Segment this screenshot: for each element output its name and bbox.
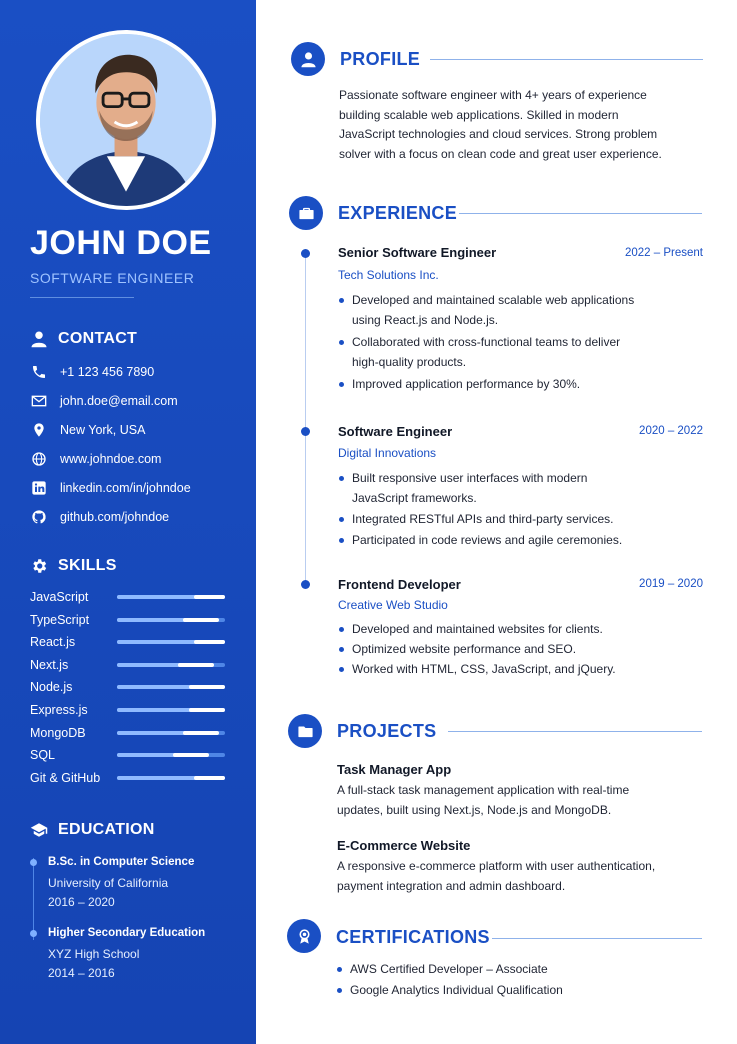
person-role: SOFTWARE ENGINEER [30, 270, 195, 286]
skill-name: SQL [30, 748, 56, 763]
education-heading: EDUCATION [30, 821, 155, 839]
education-dot [30, 930, 37, 937]
skill-name: React.js [30, 635, 76, 650]
skill-level-marker [183, 731, 219, 735]
projects-heading: PROJECTS [337, 721, 437, 741]
skill-level-bar [117, 618, 225, 622]
timeline-dot [301, 580, 310, 589]
project-description: A full-stack task management application with real-time updates, built using Next.js, Node.js and MongoDB. [337, 783, 630, 817]
skill-name: TypeScript [30, 612, 90, 627]
user-icon [30, 330, 48, 348]
skill-level-bar [117, 663, 225, 667]
folder-icon [297, 723, 314, 740]
job-date: 2020 – 2022 [639, 425, 703, 437]
education-years: 2014 – 2016 [48, 966, 115, 980]
graduation-cap-icon [30, 821, 48, 839]
job-bullet: Optimized website performance and SEO. [338, 640, 668, 660]
job-bullet: Integrated RESTful APIs and third-party services. [338, 510, 668, 530]
skill-level-marker [194, 776, 225, 780]
skill-name: Next.js [30, 657, 69, 672]
job-bullet: Developed and maintained websites for clients. [338, 620, 668, 640]
contact-phone[interactable]: +1 123 456 7890 [30, 363, 154, 380]
skill-level-marker [173, 753, 209, 757]
contact-email[interactable]: john.doe@email.com [30, 392, 178, 409]
skill-level-marker [178, 663, 214, 667]
contact-linkedin[interactable]: linkedin.com/in/johndoe [30, 479, 191, 496]
skill-row [30, 612, 226, 628]
job-company: Tech Solutions Inc. [338, 268, 439, 282]
skill-row [30, 589, 226, 605]
skill-level-bar [117, 776, 225, 780]
certification-item: Google Analytics Individual Qualification [336, 981, 666, 1001]
job-bullet: Developed and maintained scalable web applications using React.js and Node.js. [338, 291, 668, 330]
certification-item: AWS Certified Developer – Associate [336, 960, 666, 980]
timeline-dot [301, 427, 310, 436]
certifications-heading: CERTIFICATIONS [336, 927, 490, 947]
experience-heading: EXPERIENCE [338, 203, 458, 223]
skill-name: Node.js [30, 680, 73, 695]
education-school: XYZ High School [48, 947, 140, 961]
github-icon [30, 508, 47, 525]
contact-website[interactable]: www.johndoe.com [30, 450, 161, 467]
skill-level-marker [183, 618, 219, 622]
job-title: Senior Software Engineer [338, 245, 497, 260]
skill-level-marker [194, 595, 225, 599]
skill-row [30, 725, 226, 741]
job-bullet: Built responsive user interfaces with modern JavaScript frameworks. [338, 469, 668, 508]
job-company: Digital Innovations [338, 446, 437, 460]
job-date: 2022 – Present [624, 247, 703, 259]
contact-heading: CONTACT [30, 330, 137, 348]
skill-row [30, 702, 226, 718]
skill-name: JavaScript [30, 590, 89, 604]
skill-level-bar [117, 708, 225, 712]
skill-name: Express.js [30, 703, 88, 717]
phone-icon [30, 363, 47, 380]
education-degree: Higher Secondary Education [48, 927, 206, 939]
skill-name: MongoDB [30, 725, 86, 740]
skill-level-marker [189, 685, 225, 689]
email-icon [30, 392, 47, 409]
person-name: JOHN DOE [30, 224, 212, 262]
skills-heading: SKILLS [30, 557, 117, 575]
job-date: 2019 – 2020 [639, 578, 703, 590]
divider [30, 297, 134, 298]
job-bullet: Participated in code reviews and agile ceremonies. [338, 531, 668, 551]
skill-level-bar [117, 731, 225, 735]
job-title: Frontend Developer [338, 577, 461, 592]
skill-level-bar [117, 753, 225, 757]
education-dot [30, 859, 37, 866]
projects-section-icon [288, 714, 322, 748]
location-icon [30, 421, 47, 438]
timeline-dot [301, 249, 310, 258]
experience-timeline [305, 254, 306, 586]
award-icon [296, 928, 313, 945]
job-bullet: Worked with HTML, CSS, JavaScript, and jQuery. [338, 660, 668, 680]
skill-level-bar [117, 595, 225, 599]
skill-row [30, 679, 226, 695]
profile-summary: Passionate software engineer with 4+ years of experience building scalable web applications. Skilled in modern JavaScript technologies and cloud services. Strong problem solver with a focus on clean code and great user experience. [339, 88, 662, 161]
contact-location: New York, USA [30, 421, 145, 438]
education-degree: B.Sc. in Computer Science [48, 856, 195, 868]
project-title: E-Commerce Website [337, 838, 471, 853]
skill-row [30, 634, 226, 650]
skill-level-marker [194, 640, 225, 644]
education-school: University of California [48, 876, 169, 890]
job-company: Creative Web Studio [338, 598, 448, 612]
contact-github[interactable]: github.com/johndoe [30, 508, 169, 525]
profile-section-icon [291, 42, 325, 76]
skill-row [30, 657, 226, 673]
profile-heading: PROFILE [340, 49, 421, 69]
experience-section-icon [289, 196, 323, 230]
briefcase-icon [298, 205, 315, 222]
globe-icon [30, 450, 47, 467]
sidebar [0, 0, 256, 1044]
education-years: 2016 – 2020 [48, 895, 115, 909]
job-bullet: Collaborated with cross-functional teams to deliver high-quality products. [338, 333, 668, 372]
skill-name: Git & GitHub [30, 770, 101, 785]
user-icon [300, 51, 317, 68]
education-timeline [33, 858, 34, 940]
divider [430, 59, 703, 60]
skill-level-marker [189, 708, 225, 712]
skill-row [30, 747, 226, 763]
linkedin-icon [30, 479, 47, 496]
job-bullet: Improved application performance by 30%. [338, 375, 668, 395]
certifications-section-icon [287, 919, 321, 953]
project-title: Task Manager App [337, 762, 452, 777]
skill-level-bar [117, 640, 225, 644]
gear-icon [30, 557, 48, 575]
divider [448, 731, 702, 732]
skill-level-bar [117, 685, 225, 689]
divider [459, 213, 702, 214]
profile-photo [36, 30, 216, 210]
divider [492, 938, 702, 939]
skill-row [30, 770, 226, 786]
job-title: Software Engineer [338, 424, 453, 439]
project-description: A responsive e-commerce platform with user authentication, payment integration and admin dashboard. [337, 859, 656, 893]
